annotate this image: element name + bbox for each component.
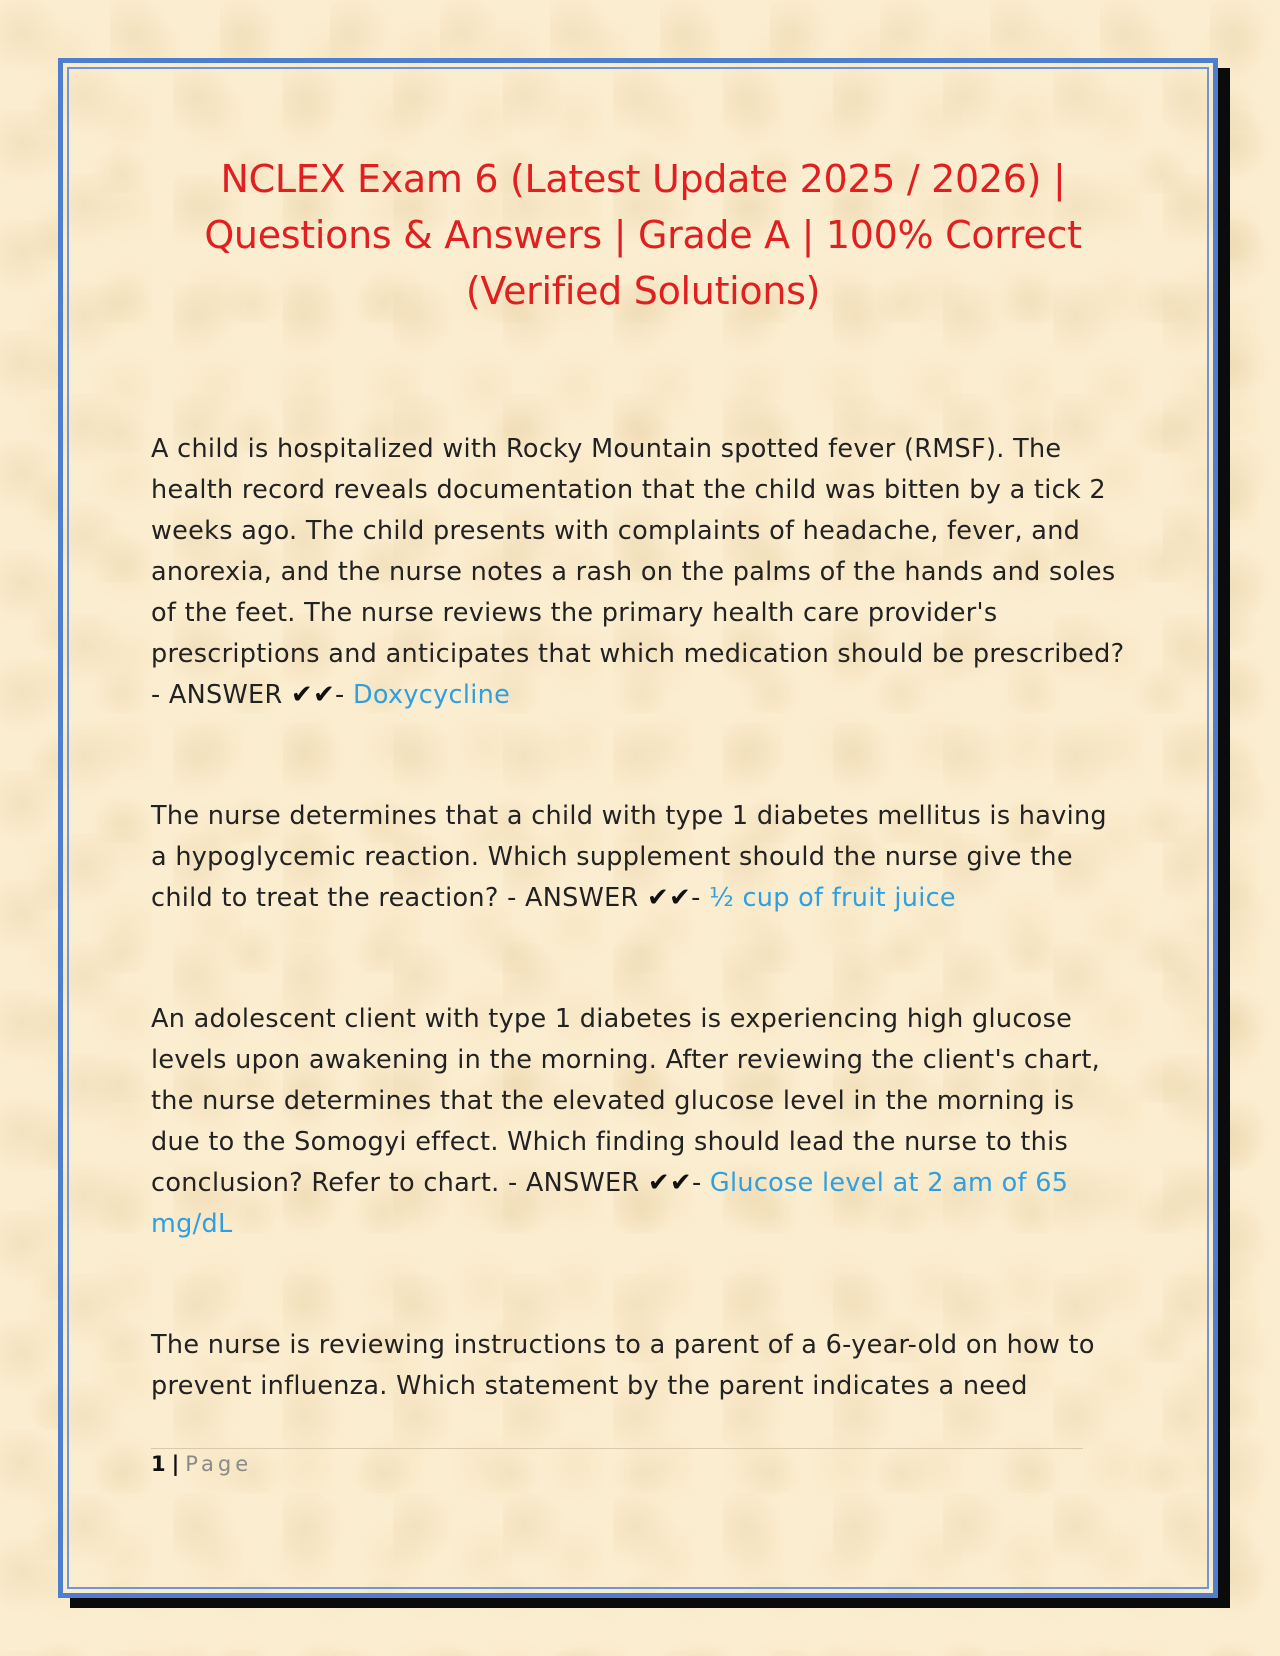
document-title: NCLEX Exam 6 (Latest Update 2025 / 2026) | Questions & Answers | Grade A | 100% Correct (Verified Solutions) — [204, 157, 1082, 313]
page-frame — [58, 58, 1218, 1598]
question-text: An adolescent client with type 1 diabetes is experiencing high glucose levels upon awakening in the morning. After reviewing the client's chart, the nurse determines that the elevated glucose level in the morning is due to the Somogyi effect. Which finding should lead the nurse to this conclusion? Refer to chart. — [151, 1004, 1101, 1198]
qa-item-1 — [151, 429, 1131, 716]
footer-divider — [151, 1448, 1083, 1449]
check-icon: ✔✔ — [646, 883, 692, 913]
qa-list — [151, 429, 1131, 1487]
page-footer — [151, 1451, 252, 1477]
answer-dash: - — [691, 883, 710, 913]
answer-text: ½ cup of fruit juice — [709, 883, 956, 913]
qa-item-4 — [151, 1325, 1131, 1407]
answer-dash: - — [335, 680, 353, 710]
question-text: A child is hospitalized with Rocky Mountain spotted fever (RMSF). The health record reveals documentation that the child was bitten by a tick 2 weeks ago. The child presents with complaints of headache, fever, and anorexia, and the nurse notes a rash on the palms of the hands and soles of the feet. The nurse reviews the primary health care provider's prescriptions and anticipates that which medication should be prescribed? — [151, 434, 1125, 669]
answer-dash: - — [692, 1168, 710, 1198]
answer-text: Doxycycline — [352, 680, 511, 710]
page-number: 1 — [151, 1452, 166, 1476]
answer-marker: - ANSWER — [507, 1168, 640, 1198]
footer-separator: | — [171, 1452, 180, 1476]
answer-marker: - ANSWER — [151, 680, 283, 710]
check-icon: ✔✔ — [647, 1168, 692, 1198]
page-label: Page — [185, 1452, 253, 1476]
question-text: The nurse determines that a child with type 1 diabetes mellitus is having a hypoglycemic reaction. Which supplement should the nurse give the child to treat the reaction? — [151, 801, 1107, 913]
qa-item-2 — [151, 796, 1131, 919]
qa-item-3 — [151, 999, 1131, 1245]
check-icon: ✔✔ — [290, 680, 336, 710]
answer-text: Glucose level at 2 am of 65 mg/dL — [151, 1168, 1069, 1239]
answer-marker: - ANSWER — [507, 883, 639, 913]
question-text: The nurse is reviewing instructions to a parent of a 6-year-old on how to prevent influenza. Which statement by the parent indicates a need — [151, 1330, 1095, 1401]
